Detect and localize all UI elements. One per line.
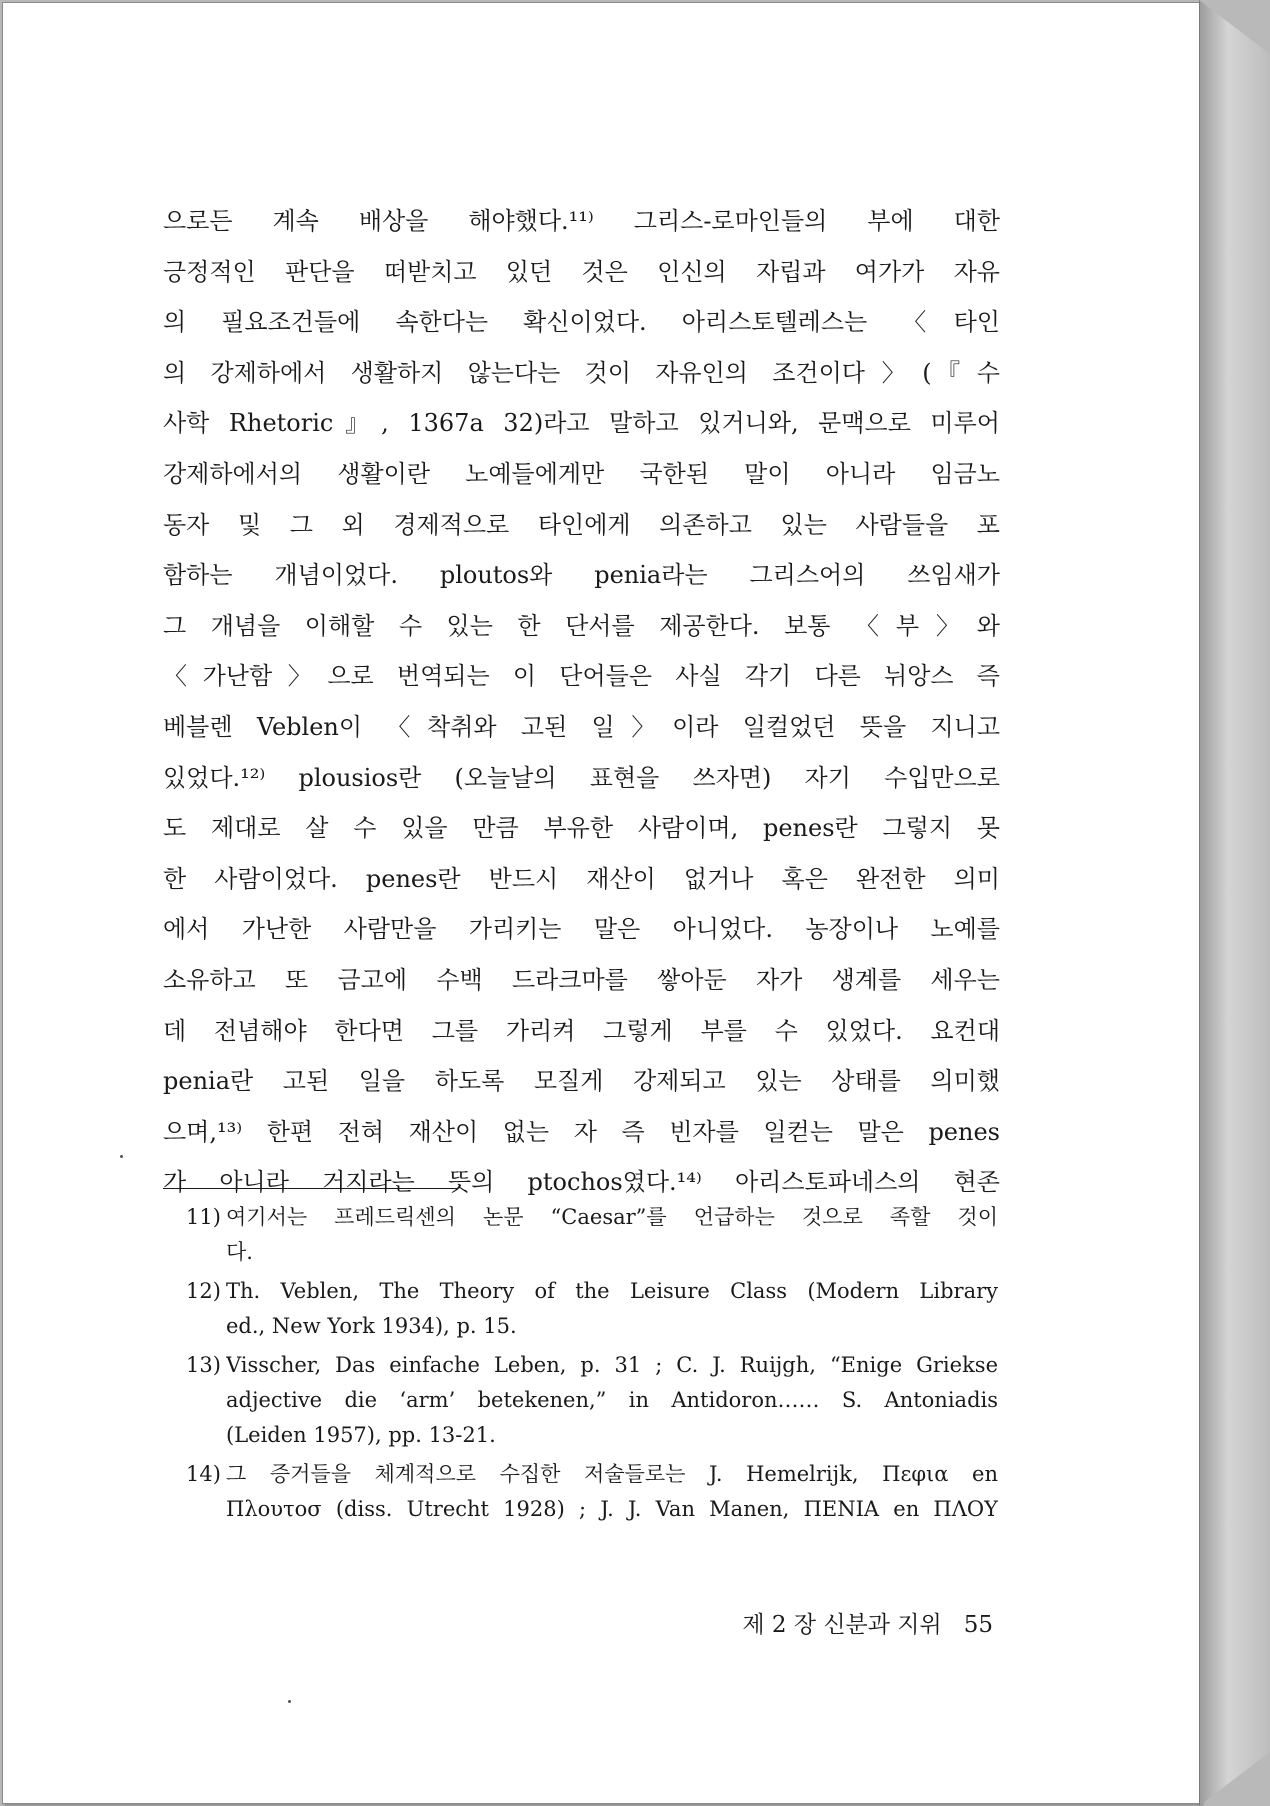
scan-speck	[120, 1155, 123, 1158]
footnote-14	[186, 1457, 998, 1527]
body-line: 함하는 개념이었다. ploutos와 penia라는 그리스어의 쓰임새가	[163, 561, 1000, 590]
body-line: 그 개념을 이해할 수 있는 한 단서를 제공한다. 보통 〈부〉와	[163, 611, 1000, 640]
body-line: 에서 가난한 사람만을 가리키는 말은 아니었다. 농장이나 노예를	[163, 915, 1000, 944]
footnote-line: (Leiden 1957), pp. 13-21.	[226, 1423, 496, 1447]
body-line: 소유하고 또 금고에 수백 드라크마를 쌓아둔 자가 생계를 세우는	[163, 965, 1000, 994]
body-line: 도 제대로 살 수 있을 만큼 부유한 사람이며, penes란 그렇지 못	[163, 814, 1000, 843]
body-line: 동자 및 그 외 경제적으로 타인에게 의존하고 있는 사람들을 포	[163, 510, 1000, 539]
page-number: 55	[963, 1612, 993, 1638]
body-line: 있었다.¹²⁾ plousios란 (오늘날의 표현을 쓰자면) 자기 수입만으로	[163, 763, 1000, 792]
footnote-11	[186, 1200, 998, 1270]
body-line: 의 필요조건들에 속한다는 확신이었다. 아리스토텔레스는 〈타인	[163, 308, 1000, 337]
footnote-line: Visscher, Das einfache Leben, p. 31 ; C. J. Ruijgh, “Enige Griekse	[226, 1353, 998, 1377]
footnote-number: 14)	[186, 1462, 221, 1486]
footnote-line: 여기서는 프레드릭센의 논문 “Caesar”를 언급하는 것으로 족할 것이	[226, 1205, 998, 1229]
body-line: 데 전념해야 한다면 그를 가리켜 그렇게 부를 수 있었다. 요컨대	[163, 1016, 1000, 1045]
footnote-number: 12)	[186, 1279, 221, 1303]
scan-speck	[288, 1700, 291, 1703]
running-footer	[742, 1606, 993, 1639]
chapter-title: 제 2 장 신분과 지위	[742, 1612, 942, 1638]
body-line: 으로든 계속 배상을 해야했다.¹¹⁾ 그리스-로마인들의 부에 대한	[163, 207, 1000, 235]
footnote-number: 11)	[186, 1205, 221, 1229]
body-line: 〈가난함〉으로 번역되는 이 단어들은 사실 각기 다른 뉘앙스 즉	[163, 662, 1000, 691]
body-line: 의 강제하에서 생활하지 않는다는 것이 자유인의 조건이다〉(『수	[163, 358, 1000, 387]
body-line: 강제하에서의 생활이란 노예들에게만 국한된 말이 아니라 임금노	[163, 459, 1000, 488]
footnote-line: Th. Veblen, The Theory of the Leisure Class (Modern Library	[226, 1279, 998, 1303]
page-stack-edge	[1199, 0, 1270, 1806]
body-line: 가 아니라 거지라는 뜻의 ptochos였다.¹⁴⁾ 아리스토파네스의 현존	[163, 1168, 1000, 1197]
body-line: 긍정적인 판단을 떠받치고 있던 것은 인신의 자립과 여가가 자유	[163, 257, 1000, 286]
footnote-number: 13)	[186, 1353, 221, 1377]
footnote-12	[186, 1274, 998, 1344]
footnotes	[186, 1200, 998, 1531]
footnote-line: adjective die ‘arm’ betekenen,” in Antidoron…… S. Antoniadis	[226, 1388, 998, 1412]
footnote-line: Πλουτοσ (diss. Utrecht 1928) ; J. J. Van Manen, ΠΕΝΙΑ en ΠΛΟΥ	[226, 1497, 998, 1521]
body-line: 베블렌 Veblen이 〈착취와 고된 일〉이라 일컬었던 뜻을 지니고	[163, 712, 1000, 741]
body-line: 한 사람이었다. penes란 반드시 재산이 없거나 혹은 완전한 의미	[163, 864, 1000, 893]
body-line: penia란 고된 일을 하도록 모질게 강제되고 있는 상태를 의미했	[163, 1067, 1000, 1096]
footnote-line: ed., New York 1934), p. 15.	[226, 1314, 517, 1338]
body-line: 으며,¹³⁾ 한편 전혀 재산이 없는 자 즉 빈자를 일컫는 말은 penes	[163, 1117, 1000, 1146]
footnote-13	[186, 1348, 998, 1453]
body-text	[163, 196, 1000, 1208]
footnote-divider	[163, 1188, 458, 1189]
body-line: 사학 Rhetoric』, 1367a 32)라고 말하고 있거니와, 문맥으로 미루어	[163, 409, 1000, 438]
footnote-line: 그 증거들을 체계적으로 수집한 저술들로는 J. Hemelrijk, Πεφια en	[226, 1462, 998, 1486]
footnote-line: 다.	[226, 1240, 253, 1264]
